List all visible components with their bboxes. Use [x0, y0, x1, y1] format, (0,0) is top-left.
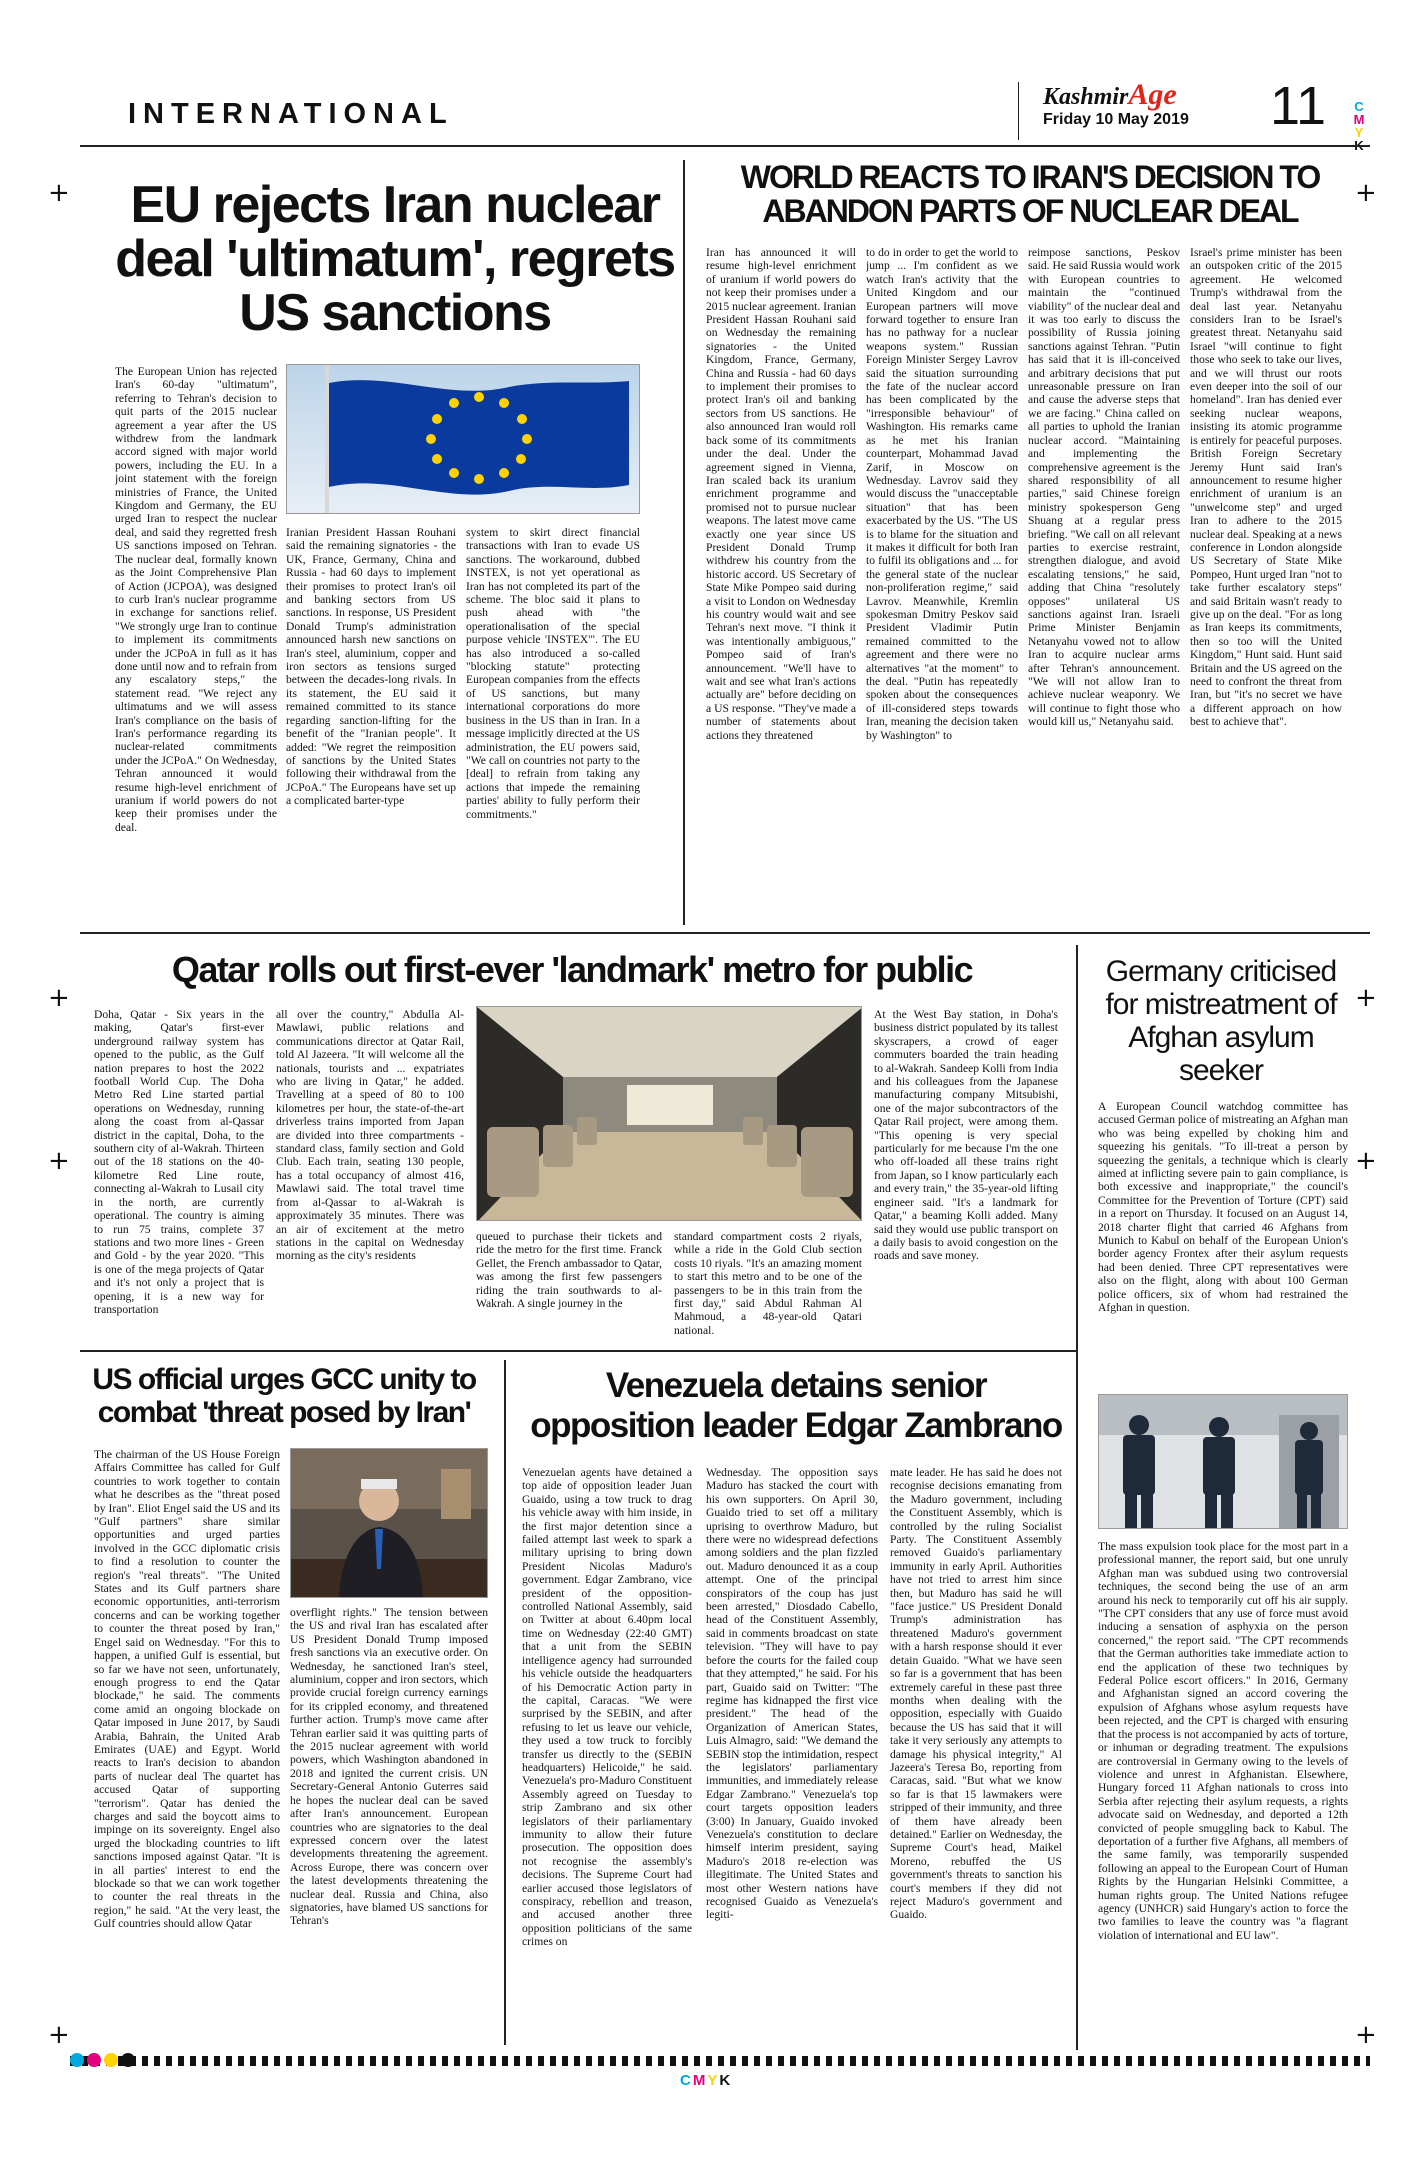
- germany-body-bottom: The mass expulsion took place for the most part in a professional manner, the report said, but one unruly Afghan man was subdued using two controversial techniques, the second being the use of an arm around his neck to temporarily cut off his air supply. "The CPT considers that any use of force must avoid inducing a sensation of asphyxia on the person concerned," the report said. "The CPT recommends that the German authorities take immediate action to end the application of these two techniques by Federal Police escort officers." In 2016, Germany and Afghanistan signed an accord covering the expulsion of Afghans whose asylum requests have been rejected, and the CPT is charged with ensuring that the process is not accompanied by acts of torture, or inhuman or degrading treatment. The expulsions are controversial in Germany owing to the levels of violence and unrest in Afghanistan. Elsewhere, Hungary forced 11 Afghan nationals to cross into Serbia after rejecting their asylum requests, a rights advocate said on Wednesday, and deported a 12th convicted of people smuggling back to Kabul. The deportation of a further five Afghans, all members of the same family, was temporarily suspended following an appeal to the European Court of Human Rights by the Hungarian Helsinki Committee, a human rights group. The United Nations refugee agency (UNHCR) said Hungary's action to force the two families to leave the country was "a flagrant violation of international and EU law".: [1098, 1540, 1348, 1942]
- qatar-body-col5: At the West Bay station, in Doha's business district populated by its tallest skyscrapers, a crowd of eager commuters boarded the train heading to al-Wakrah. Sandeep Kolli from India and his colleagues from the Japanese manufacturing company Mitsubishi, one of the major subcontractors of the Qatar Rail project, were among them. "This opening is very special particularly for me because I'm the one who off-loaded all these trains right from Japan, so I know particularly each and every train," the 35-year-old lifting engineer said. "It's a landmark for Qatar," a beaming Kolli added. Many said they would use public transport on a daily basis to avoid congestion on the roads and save money.: [874, 1008, 1058, 1263]
- us-headline: US official urges GCC unity to combat 'threat posed by Iran': [92, 1363, 476, 1429]
- issue-date: Friday 10 May 2019: [1043, 111, 1189, 128]
- qatar-body-col3: queued to purchase their tickets and ride the metro for the first time. Franck Gellet, the French ambassador to Qatar, was among the first few passengers riding the train southwards to al-Wakrah. A single journey in the: [476, 1230, 662, 1311]
- qatar-body-col1: Doha, Qatar - Six years in the making, Qatar's first-ever underground railway system has opened to the public, as the Gulf nation prepares to host the 2022 football World Cup. The Doha Metro Red Line started partial operations on Wednesday, running along the coast from al-Qassar district in the capital, Doha, to the southern city of al-Wakrah. Thirteen out of the 18 stations on the 40-kilometre Red Line route, connecting al-Wakrah to Lusail city in the north, are currently operational. The country is aiming to run 75 trains, complete 37 stations and two more lines - Green and Gold - by the year 2020. "This is one of the mega projects of Qatar and it's not only a project that is opening, it is a new way for transportation: [94, 1008, 264, 1316]
- world-headline: WORLD REACTS TO IRAN'S DECISION TO ABANDON PARTS OF NUCLEAR DEAL: [740, 159, 1320, 229]
- us-body-col1: The chairman of the US House Foreign Affairs Committee has called for Gulf countries to work together to contain what he describes as the "threat posed by Iran". Eliot Engel said the US and its "Gulf partners" share similar opportunities and urged parties involved in the GCC diplomatic crisis to find a resolution to counter the region's "real threats". "The United States and its Gulf partners share economic opportunities, anti-terrorism concerns and can be working together to counter the threat posed by Iran," Engel said on Wednesday. "For this to happen, a unified Gulf is essential, but so far we have not seen, unfortunately, enough progress to end the Qatar blockade," he said. The comments come amid an ongoing blockade on Qatar imposed in June 2017, by Saudi Arabia, Bahrain, the United Arab Emirates (UAE) and Egypt. World reacts to Iran's decision to abandon parts of nuclear deal The quartet has accused Qatar of supporting "terrorism". Qatar has denied the charges and said the boycott aims to impinge on its sovereignty. Engel also urged the blockading countries to lift sanctions imposed against Qatar. "It is in all parties' interest to end the blockade so that we can work together to counter the real threats in the region," he said. "At the very least, the Gulf countries should allow Qatar: [94, 1448, 280, 1931]
- world-body-col2: to do in order to get the world to jump ... I'm confident as we watch Iran's activity that the United Kingdom and our European partners will move forward together to ensure Iran has no pathway for a nuclear weapons system." Russian Foreign Minister Sergey Lavrov said the situation surrounding the fate of the nuclear accord has been complicated by the "irresponsible behaviour" of Washington. His remarks came as he met his Iranian counterpart, Mohammad Javad Zarif, in Moscow on Wednesday. Lavrov said they would discuss the "unacceptable situation" that has been exacerbated by the US. "The US is to blame for the situation and it makes it difficult for both Iran to fulfil its obligations and ... for the general state of the nuclear non-proliferation regime," said Lavrov. Meanwhile, Kremlin spokesman Dmitry Peskov said President Vladimir Putin remained committed to the agreement and there were no alternatives "at the moment" to the deal. "Putin has repeatedly spoken about the consequences of ill-considered steps towards Iran, meaning the decision taken by Washington" to: [866, 246, 1018, 742]
- crop-mark-icon: +: [48, 983, 70, 1013]
- qatar-germany-divider: [1076, 945, 1078, 2050]
- color-registration-bar: [70, 2056, 1370, 2066]
- section-label: INTERNATIONAL: [128, 98, 454, 130]
- eu-flag-icon: [329, 375, 629, 495]
- header-rule: [80, 145, 1370, 147]
- metro-train-interior-image: [476, 1006, 862, 1221]
- crop-mark-icon: +: [1355, 2020, 1377, 2050]
- row1-divider: [80, 932, 1370, 934]
- crop-mark-icon: +: [48, 1146, 70, 1176]
- qatar-headline: Qatar rolls out first-ever 'landmark' metro for public: [171, 949, 973, 990]
- us-body-col2: overflight rights." The tension between the US and rival Iran has escalated after US President Donald Trump imposed fresh sanctions via an executive order. On Wednesday, he sanctioned Iran's steel, aluminium, copper and iron sectors, which provide crucial foreign currency earnings for its crippled economy, and threatened further action. Trump's move came after Tehran earlier said it was quitting parts of the 2015 nuclear agreement with world powers, which Washington abandoned in 2018 and ignited the current crisis. UN Secretary-General Antonio Guterres said he hopes the nuclear deal can be saved after Iran's announcement. European countries who are signatories to the deal expressed concern over the latest developments threatening the agreement. Across Europe, there was concern over the latest developments threatening the nuclear deal. Russia and China, also signatories, have blamed US sanctions for Tehran's: [290, 1606, 488, 1928]
- crop-mark-icon: +: [1355, 178, 1377, 208]
- world-body-col1: Iran has announced it will resume high-level enrichment of uranium if world powers do not keep their promises under a 2015 nuclear agreement. Iranian President Hassan Rouhani said on Wednesday the remaining signatories - the United Kingdom, France, Germany, China and Russia - had 60 days to implement their promises to protect Iran's oil and banking sectors from US sanctions. He also announced Iran would roll back some of its commitments under the deal. Under the agreement signed in Vienna, Iran scaled back its uranium enrichment programme and promised not to pursue nuclear weapons. The latest move came exactly one year since US President Donald Trump withdrew his country from the historic accord. US Secretary of State Mike Pompeo said during a visit to London on Wednesday his country would wait and see Tehran's next move. "I think it was intentionally ambiguous," Pompeo said of Iran's announcement. "We'll have to wait and see what Iran's actions actually are" before deciding on a US response. "They've made a number of statements about actions they threatened: [706, 246, 856, 742]
- cmyk-footer-mark: CMYK: [680, 2072, 733, 2089]
- masthead-kashmir: Kashmir: [1043, 84, 1129, 110]
- masthead: [1018, 78, 1218, 140]
- germany-headline: Germany criticised for mistreatment of Afghan asylum seeker: [1105, 955, 1337, 1087]
- page-number: 11: [1270, 76, 1327, 136]
- train-interior-icon: [477, 1007, 862, 1221]
- world-body-col4: Israel's prime minister has been an outspoken critic of the 2015 agreement. He welcomed Trump's withdrawal from the deal last year. Netanyahu considers Iran to be Israel's greatest threat. Netanyahu said Israel "will continue to fight those who seek to take our lives, and we will thrust our roots even deeper into the soil of our homeland". Iran has denied ever seeking nuclear weapons, insisting its atomic programme is entirely for peaceful purposes. British Foreign Secretary Jeremy Hunt said Iran's announcement to resume higher enrichment of uranium is an "unwelcome step" and urged Iran to adhere to the 2015 nuclear deal. Speaking at a news conference in London alongside US Secretary of State Mike Pompeo, Hunt urged Iran "not to take further escalatory steps" and said Britain wasn't ready to give up on the deal. "For as long as Iran keeps its commitments, then so too will the United Kingdom," Hunt said. Hunt said Britain and the US agreed on the need to confront the threat from Iran, but "it's no secret we have a different approach on how best to achieve that".: [1190, 246, 1342, 729]
- crop-mark-icon: +: [1355, 983, 1377, 1013]
- qatar-body-col2: all over the country," Abdulla Al-Mawlawi, public relations and communications director at Qatar Rail, told Al Jazeera. "It will welcome all the nationals, tourists and ... expatriates who are living in Qatar," he added. Travelling at a speed of 80 to 100 kilometres per hour, the state-of-the-art driverless trains imported from Japan are divided into three compartments - standard class, family section and Gold Club. Each train, seating 130 people, has a total occupancy of almost 416, Mawlawi said. The total travel time from al-Qassar to al-Wakrah is approximately 35 minutes. There was an air of excitement at the metro stations in the capital on Wednesday morning as the city's residents: [276, 1008, 464, 1263]
- cmyk-vertical-mark: C M Y: [1353, 99, 1365, 140]
- world-body-col3: reimpose sanctions, Peskov said. He said Russia would work with European countries to maintain the "continued viability" of the nuclear deal and it was too early to discuss the possibility of Russia joining sanctions against Tehran. "Putin has said that it is ill-conceived and arbitrary decisions that put unreasonable pressure on Iran and cause the adverse steps that we are facing." China called on all parties to uphold the Iranian nuclear accord. "Maintaining and implementing the comprehensive agreement is the shared responsibility of all parties," said Chinese foreign ministry spokesperson Geng Shuang at a regular press briefing. "We call on all relevant parties to exercise restraint, strengthen dialogue, and avoid escalating tensions," he said, adding that China "resolutely opposes" unilateral US sanctions against Iran. Israeli Prime Minister Benjamin Netanyahu vowed not to allow Iran to acquire nuclear arms after Tehran's announcement. "We will not allow Iran to achieve nuclear weaponry. We will continue to fight those who would kill us," Netanyahu said.: [1028, 246, 1180, 729]
- venezuela-headline: Venezuela detains senior opposition leader Edgar Zambrano: [530, 1366, 1062, 1445]
- venezuela-body-col2: Wednesday. The opposition says Maduro has stacked the court with his own supporters. On April 30, Guaido tried to set off a military uprising to overthrow Maduro, but there were no widespread defections among soldiers and the plan fizzled out. Maduro denounced it as a coup attempt. One of the principal conspirators of the coup has just been arrested," Diosdado Cabello, head of the Constituent Assembly, said in comments broadcast on state television. "They will have to pay before the courts for the failed coup that they attempted," he said. For his part, Guaido said on Twitter: "The regime has kidnapped the first vice president." The head of the Organization of American States, Luis Almagro, said: "We demand the SEBIN stop the intimidation, respect the legislators' parliamentary immunities, and immediately release Edgar Zambrano." Venezuela's top court targets opposition leaders (3:00) In January, Guaido invoked Venezuela's constitution to declare himself interim president, saying Maduro's 2018 re-election was illegitimate. The United States and most other Western nations have recognised Guaido as Venezuela's legiti-: [706, 1466, 878, 1922]
- eu-body-col1: The European Union has rejected Iran's 60-day "ultimatum", referring to Tehran's decision to quit parts of the 2015 nuclear agreement a year after the US withdrew from the landmark accord signed with major world powers, including the EU. In a joint statement with the foreign ministries of France, the United Kingdom and Germany, the EU urged Iran to respect the nuclear deal, and said they regretted fresh US sanctions imposed on Tehran. The nuclear deal, formally known as the Joint Comprehensive Plan of Action (JCPOA), was designed to curb Iran's nuclear programme in exchange for sanctions relief. "We strongly urge Iran to continue to implement its commitments under the JCPoA in full as it has done until now and to refrain from any escalatory steps," the statement read. "We reject any ultimatums and we will assess Iran's compliance on the basis of Iran's performance regarding its nuclear-related commitments under the JCPoA." On Wednesday, Tehran announced it would resume high-level enrichment of uranium if world powers do not keep their promises under the deal.: [115, 365, 277, 834]
- portrait-icon: [291, 1449, 488, 1598]
- venezuela-body-col3: mate leader. He has said he does not recognise decisions emanating from the Maduro government, including the Constituent Assembly, which is controlled by the ruling Socialist Party. The Constituent Assembly removed Guaido's parliamentary immunity in early April. Authorities have not tried to arrest him since then, but Maduro has said he will "face justice." US President Donald Trump's administration has threatened Maduro's government with a harsh response should it ever detain Guaido. "What we have seen so far is a government that has been extremely careful in these past three months when dealing with the opposition, especially with Guaido because the US has said that it will take it very seriously any attempts to damage his physical integrity," Al Jazeera's Teresa Bo, reporting from Caracas, said. "But what we know so far is that 15 lawmakers were stripped of their immunity, and three of them have already been detained." Earlier on Wednesday, the Supreme Court's head, Maikel Moreno, rebuffed the US government's threats to sanction his court's members if they did not reject Maduro's government and Guaido.: [890, 1466, 1062, 1922]
- police-icon: [1099, 1395, 1348, 1529]
- venezuela-body-col1: Venezuelan agents have detained a top aide of opposition leader Juan Guaido, using a tow truck to drag his vehicle away with him inside, in the first major detention since a failed attempt last week to spark a military uprising to bring down President Nicolas Maduro's government. Edgar Zambrano, vice president of the opposition-controlled National Assembly, said on Twitter at about 6.40pm local time on Wednesday (22:40 GMT) that a unit from the SEBIN intelligence agency had surrounded his vehicle outside the headquarters of his Democratic Action party in the capital, Caracas. "We were surprised by the SEBIN, and after refusing to let us leave our vehicle, they used a tow truck to forcibly transfer us directly to the (SEBIN headquarters) Helicoide," he said. Venezuela's pro-Maduro Constituent Assembly agreed on Tuesday to strip Zambrano and six other legislators of their parliamentary immunity to allow their future prosecution. The opposition does not recognise the assembly's decisions. The Supreme Court had earlier accused those legislators of conspiracy, rebellion and treason, and accused another three opposition politicians of the same crimes on: [522, 1466, 692, 1949]
- crop-mark-icon: +: [48, 178, 70, 208]
- germany-body-top: A European Council watchdog committee has accused German police of mistreating an Afghan man who was being expelled by choking him and squeezing his genitals. "To ill-treat a person by squeezing the genitals, a technique which is clearly aimed at inflicting severe pain to gain compliance, is both excessive and inappropriate," the council's Committee for the Prevention of Torture (CPT) said in a report on Thursday. It focused on an August 14, 2018 charter flight that carried 46 Afghans from Munich to Kabul on behalf of the European Union's border agency Frontex after their asylum requests had been denied. Three CPT representatives were also on the flight, along with about 100 German police officers, six of whom had restrained the Afghan in question.: [1098, 1100, 1348, 1315]
- crop-mark-icon: +: [1355, 1146, 1377, 1176]
- registration-dots: [70, 2053, 150, 2069]
- crop-mark-icon: +: [48, 2020, 70, 2050]
- eu-headline: EU rejects Iran nuclear deal 'ultimatum', regrets US sanctions: [115, 176, 675, 342]
- eu-body-col2: Iranian President Hassan Rouhani said the remaining signatories - the UK, France, Germany, China and Russia - had 60 days to implement their promises to protect Iran's oil and banking sectors from US sanctions. In response, US President Donald Trump's administration announced harsh new sanctions on Iran's steel, aluminium, copper and iron sectors as tensions surged between the decades-long rivals. In its statement, the EU said it remained committed to its stance regarding sanction-lifting for the benefit of the "Iranian people". It added: "We regret the reimposition of sanctions by the United States following their withdrawal from the JCPoA." The Europeans have set up a complicated barter-type: [286, 526, 456, 808]
- eu-flag-image: [286, 364, 640, 514]
- qatar-body-col4: standard compartment costs 2 riyals, while a ride in the Gold Club section costs 10 riyals. "It's an amazing moment to start this metro and to be one of the passengers to be in this train from the first day," said Abdul Rahman Al Mahmoud, a 48-year-old Qatari national.: [674, 1230, 862, 1337]
- row2-divider: [80, 1350, 1076, 1352]
- eliot-engel-portrait-image: [290, 1448, 488, 1598]
- police-officers-image: [1098, 1394, 1348, 1529]
- eu-body-col3: system to skirt direct financial transactions with Iran to evade US sanctions. The workaround, dubbed INSTEX, is not yet operational as Iran has not completed its part of the scheme. The bloc said it plans to push ahead with "the operationalisation of the special purpose vehicle 'INSTEX'". The EU has also introduced a so-called "blocking statute" protecting European companies from the effects of US sanctions, but many international corporations do more business in the US than in Iran. In a message implicitly directed at the US administration, the EU powers said, "We call on countries not party to the [deal] to refrain from taking any actions that impede the remaining parties' ability to fully perform their commitments.": [466, 526, 640, 821]
- us-venezuela-divider: [504, 1360, 506, 2045]
- masthead-age: Age: [1128, 78, 1177, 111]
- eu-world-divider: [683, 160, 685, 925]
